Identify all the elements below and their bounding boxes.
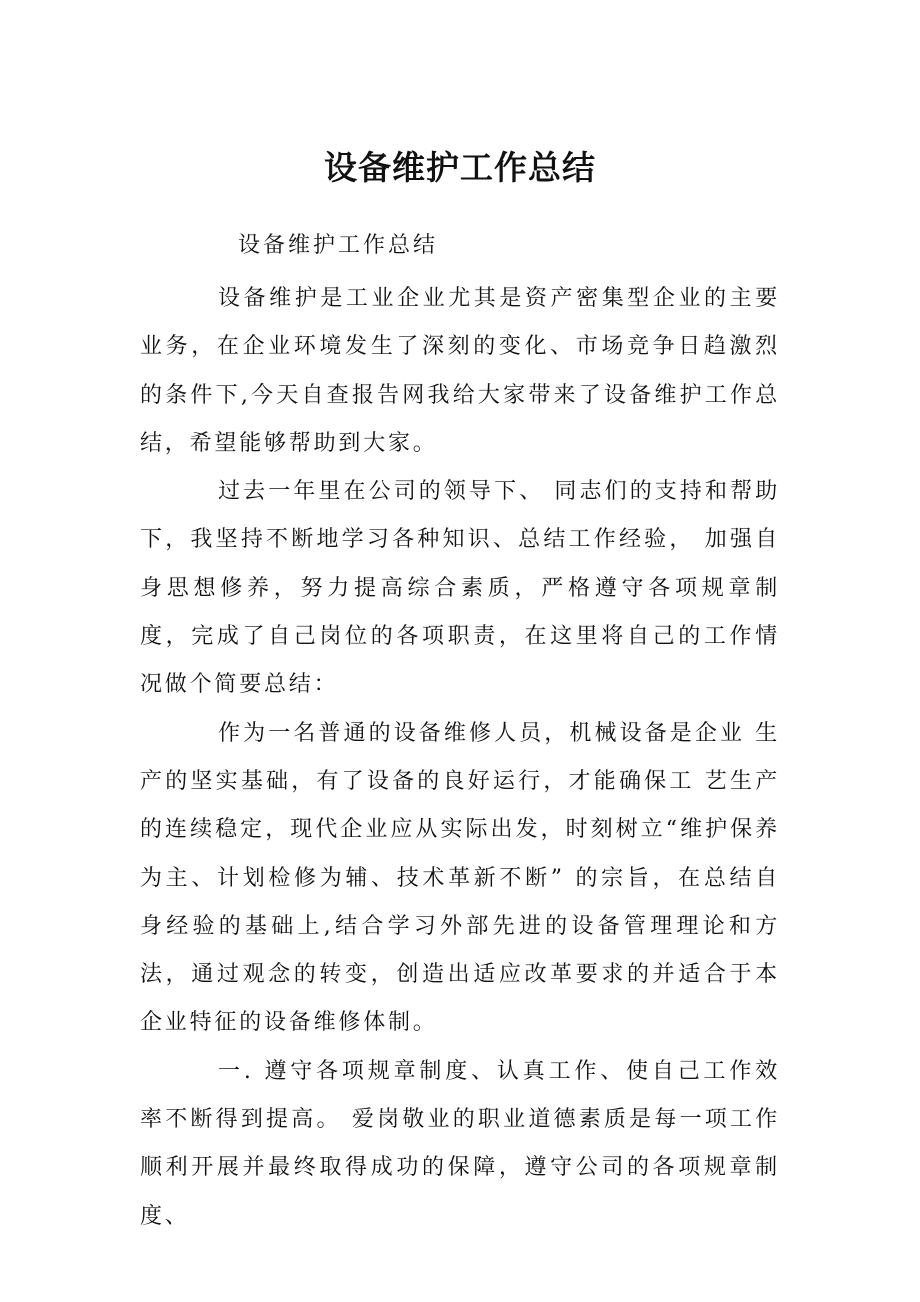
paragraph-summary: 过去一年里在公司的领导下、 同志们的支持和帮助下，我坚持不断地学习各种知识、总结工作经验， 加强自身思想修养，努力提高综合素质，严格遵守各项规章制度，完成了自己岗位的各项职责，在这里将自己的工作情况做个简要总结： [140, 479, 780, 698]
document-title: 设备维护工作总结 [324, 148, 596, 187]
document-subtitle: 设备维护工作总结 [238, 233, 439, 258]
paragraph-section-one: 一. 遵守各项规章制度、认真工作、使自己工作效率不断得到提高。 爱岗敬业的职业道德素质是每一项工作顺利开展并最终取得成功的保障，遵守公司的各项规章制度、 [140, 1058, 780, 1229]
document-body [140, 275, 780, 1241]
paragraph-intro: 设备维护是工业企业尤其是资产密集型企业的主要业务，在企业环境发生了深刻的变化、市场竞争日趋激烈的条件下,今天自查报告网我给大家带来了设备维护工作总结，希望能够帮助到大家。 [140, 286, 780, 456]
paragraph-role: 作为一名普通的设备维修人员，机械设备是企业 生产的坚实基础，有了设备的良好运行，才能确保工 艺生产的连续稳定，现代企业应从实际出发，时刻树立“维护保养为主、计划检修为辅、技术革新不断” 的宗旨，在总结自身经验的基础上,结合学习外部先进的设备管理理论和方法，通过观念的转变，创造出适应改革要求的并适合于本企业特征的设备维修体制。 [140, 720, 780, 1036]
